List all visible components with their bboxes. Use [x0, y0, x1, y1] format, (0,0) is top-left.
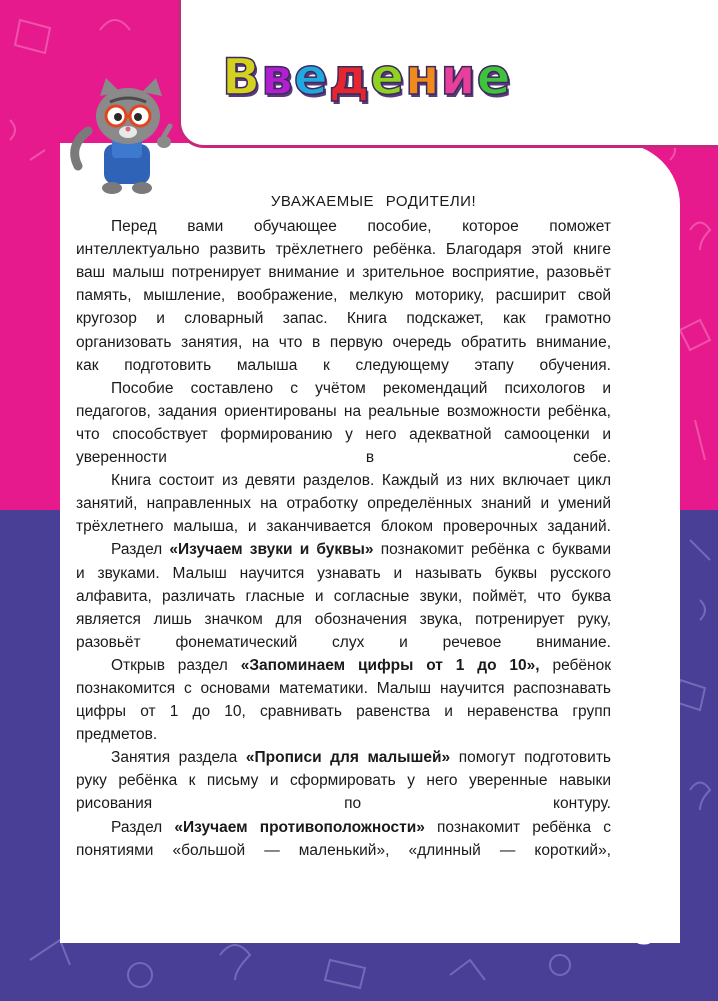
title-letter: д: [328, 48, 371, 106]
paragraph-4-start: Раздел: [111, 541, 170, 559]
paragraph-3: Книга состоит из девяти разделов. Каждый из них включает цикл занятий, направленных на отработку определённых знаний и умений трёхлетнего малыша, и заканчивается блоком проверочных заданий.: [76, 472, 611, 536]
paragraph-7-rest: познакомит ребёнка с понятиями «большой — маленький», «длинный — короткий»,: [76, 818, 611, 859]
page-title: [222, 48, 512, 106]
greeting-heading: УВАЖАЕМЫЕ РОДИТЕЛИ!: [270, 193, 477, 210]
page-number: 3: [636, 920, 655, 951]
paragraph-6-rest: помогут подготовить руку ребёнка к письму и сформировать у него уверенные навыки рисования по контуру.: [76, 749, 611, 813]
title-letter: е: [476, 48, 512, 106]
title-letter: е: [293, 48, 329, 106]
cat-with-glasses-icon: [66, 76, 186, 196]
title-letter: е: [370, 48, 405, 106]
section-name-digits: «Запоминаем цифры от 1 до 10»,: [240, 656, 540, 674]
paragraph-6-start: Занятия раздела: [111, 749, 246, 767]
title-letter: в: [261, 48, 294, 106]
title-letter: В: [222, 48, 262, 106]
title-letter: и: [440, 48, 477, 106]
paragraph-4: [76, 538, 611, 653]
paragraph-7: [76, 816, 611, 862]
section-name-opposites: «Изучаем противоположности»: [174, 818, 425, 836]
title-letter: н: [405, 48, 441, 106]
paragraph-1: Перед вами обучающее пособие, которое поможет интеллектуально развить трёхлетнего ребёнка. Благодаря этой книге ваш малыш потренирует внимание и зрительное восприятие, разовьёт память, мышление, воображение, мелкую моторику, расширит свой кругозор и словарный запас. Книга подскажет, как грамотно организовать занятия, на что в первую очередь обратить внимание, как подготовить малыша к следующему этапу обучения.: [76, 218, 611, 374]
paragraph-5: [76, 654, 611, 746]
intro-text: [76, 190, 611, 862]
paragraph-4-rest: познакомит ребёнка с буквами и звуками. Малыш научится узнавать и называть буквы русского алфавита, различать гласные и согласные звуки, поймёт, что буква является лишь значком для обозначения звука, потренирует руку, разовьёт фонематический слух и речевое внимание.: [76, 541, 611, 651]
paragraph-7-start: Раздел: [111, 818, 175, 836]
paragraph-2: Пособие составлено с учётом рекомендаций психологов и педагогов, задания ориентированы на реальные возможности ребёнка, что способствует формированию у него адекватной самооценки и уверенности в себе.: [76, 379, 611, 467]
paragraph-6: [76, 746, 611, 815]
section-name-copybook: «Прописи для малышей»: [245, 749, 451, 767]
section-name-letters: «Изучаем звуки и буквы»: [169, 541, 374, 559]
paragraph-5-start: Открыв раздел: [111, 656, 241, 674]
paragraph-5-rest: ребёнок познакомится с основами математики. Малыш научится распознавать цифры от 1 до 10, сравнивать равенства и неравенства групп предметов.: [76, 656, 611, 744]
